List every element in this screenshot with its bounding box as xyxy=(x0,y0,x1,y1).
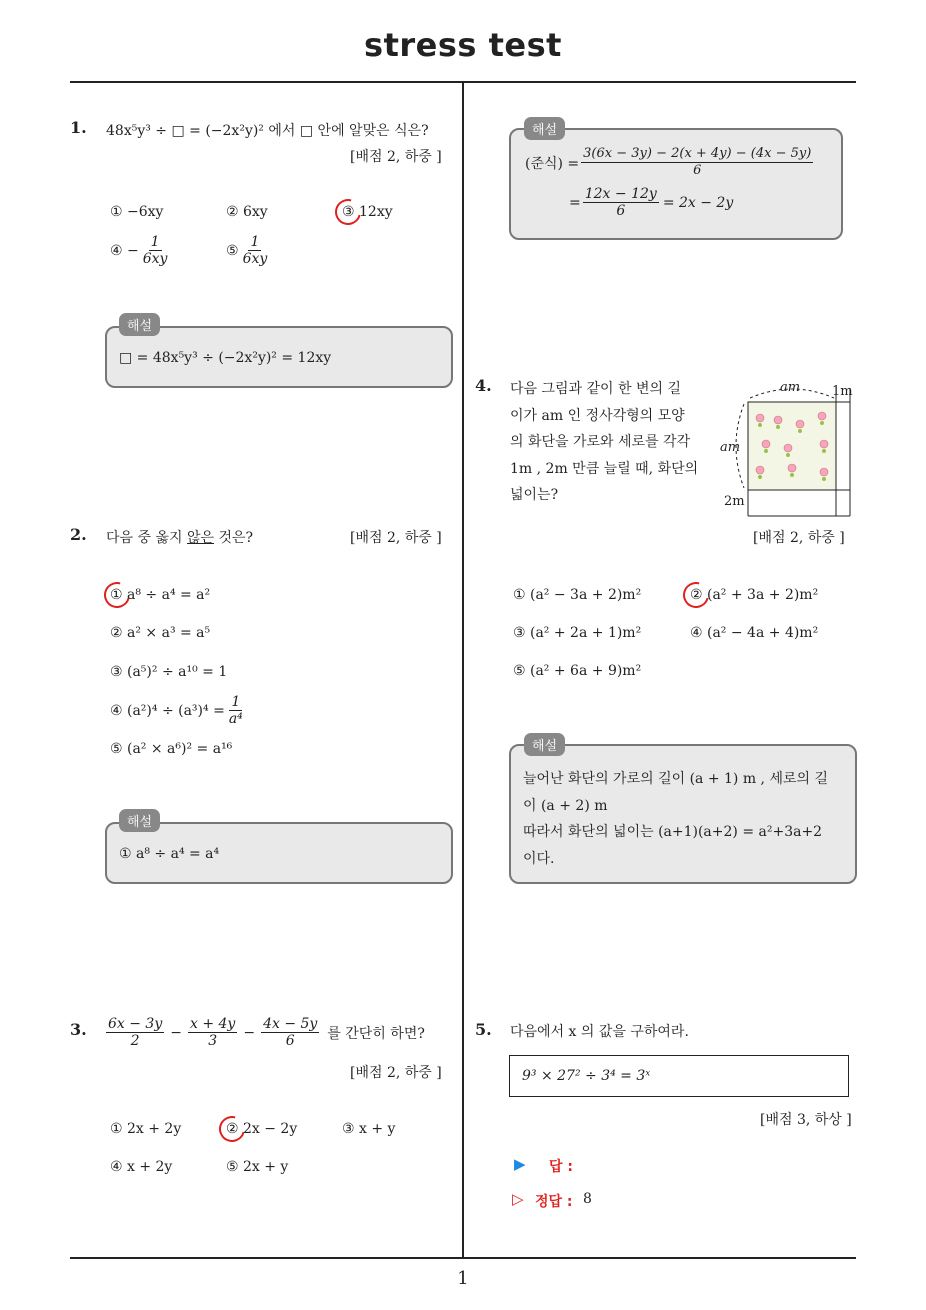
q2-option-4-fraction xyxy=(227,694,245,727)
q2-option-5[interactable]: ⑤ (a² × a⁶)² = a¹⁶ xyxy=(110,741,233,757)
q1-option-5-den: 6xy xyxy=(242,251,268,267)
q4-explanation-line-4: 이다. xyxy=(523,850,555,867)
q4-question-line-1: 다음 그림과 같이 한 변의 길 xyxy=(510,381,682,397)
q3-frac-3-num: 4x − 5y xyxy=(263,1016,318,1032)
q1-explanation-tag: 해설 xyxy=(119,313,160,336)
q4-question-line-4: 1m , 2m 만큼 늘릴 때, 화단의 xyxy=(510,460,699,477)
q3-option-3[interactable]: ③ x + y xyxy=(342,1121,396,1137)
q5-score: [배점 3, 하상 ] xyxy=(760,1112,852,1128)
q3-question xyxy=(104,1016,425,1049)
q1-option-4[interactable] xyxy=(110,234,171,267)
q3-question-post: 를 간단히 하면? xyxy=(327,1025,425,1042)
q2-option-2[interactable]: ② a² × a³ = a⁵ xyxy=(110,625,211,641)
q4-explanation-tag: 해설 xyxy=(524,733,565,756)
q4-option-3[interactable]: ③ (a² + 2a + 1)m² xyxy=(513,625,642,641)
q1-option-3[interactable]: ③ 12xy xyxy=(342,204,393,220)
q3-option-1[interactable]: ① 2x + 2y xyxy=(110,1121,182,1137)
q1-option-5[interactable] xyxy=(226,234,271,267)
q5-answer-marker-icon: ▶ xyxy=(514,1155,526,1173)
q4-explanation-line-3: 따라서 화단의 넓이는 (a+1)(a+2) = a²+3a+2 xyxy=(523,824,823,840)
q3-frac-1 xyxy=(106,1016,164,1049)
q3-frac-1-den: 2 xyxy=(130,1033,140,1049)
q3-explanation-frac-1-num: 3(6x − 3y) − 2(x + 4y) − (4x − 5y) xyxy=(583,146,812,161)
q4-answer-mark xyxy=(678,577,714,613)
q4-option-1[interactable]: ① (a² − 3a + 2)m² xyxy=(513,587,642,603)
q4-option-4[interactable]: ④ (a² − 4a + 4)m² xyxy=(690,625,819,641)
q3-option-5[interactable]: ⑤ 2x + y xyxy=(226,1159,289,1175)
q4-question-line-3: 의 화단을 가로와 세로를 각각 xyxy=(510,434,691,450)
q3-frac-3-den: 6 xyxy=(285,1033,295,1049)
q2-option-4[interactable] xyxy=(110,694,247,727)
q3-explanation-frac-2 xyxy=(583,186,659,219)
q3-frac-2-den: 3 xyxy=(208,1033,218,1049)
q4-figure-right-label: 1m xyxy=(832,384,853,399)
q2-option-1[interactable]: ① a⁸ ÷ a⁴ = a² xyxy=(110,587,211,603)
q3-explanation-line-1 xyxy=(525,146,815,179)
q2-score: [배점 2, 하중 ] xyxy=(350,530,442,546)
q5-question: 다음에서 x 의 값을 구하여라. xyxy=(510,1024,689,1040)
q1-answer-mark xyxy=(330,194,366,230)
q4-explanation-line-1: 늘어난 화단의 가로의 길이 (a + 1) m , 세로의 길 xyxy=(523,771,828,787)
q1-option-4-prefix: ④ − xyxy=(110,242,139,259)
q1-number: 1. xyxy=(70,118,87,137)
q1-score: [배점 2, 하중 ] xyxy=(350,149,442,165)
q5-correct-label: 정답 : xyxy=(535,1194,573,1210)
q3-explanation-result: = 2x − 2y xyxy=(662,194,734,211)
q3-explanation-label: (준식) = xyxy=(525,155,580,172)
q4-number: 4. xyxy=(475,376,492,395)
q4-figure-left-label: am xyxy=(720,440,741,455)
q3-explanation-line-2 xyxy=(569,186,733,219)
q4-option-2[interactable]: ② (a² + 3a + 2)m² xyxy=(690,587,819,603)
q2-number: 2. xyxy=(70,525,87,544)
q3-frac-1-num: 6x − 3y xyxy=(108,1016,163,1032)
q2-option-4-prefix: ④ (a²)⁴ ÷ (a³)⁴ = xyxy=(110,702,225,719)
q2-answer-mark xyxy=(99,577,135,613)
q1-option-5-num: 1 xyxy=(250,234,260,250)
q2-option-4-num: 1 xyxy=(231,694,241,710)
q1-option-4-num: 1 xyxy=(150,234,160,250)
q4-question-line-5: 넓이는? xyxy=(510,487,559,503)
q5-number: 5. xyxy=(475,1020,492,1039)
q2-explanation: ① a⁸ ÷ a⁴ = a⁴ xyxy=(119,846,220,862)
q5-equation-box xyxy=(509,1055,849,1097)
q3-answer-mark xyxy=(214,1111,250,1147)
q1-option-4-den: 6xy xyxy=(142,251,168,267)
q1-question: 48x⁵y³ ÷ □ = (−2x²y)² 에서 □ 안에 알맞은 식은? xyxy=(106,123,429,139)
q5-correct-value: 8 xyxy=(583,1191,592,1207)
q3-explanation-frac-1-den: 6 xyxy=(693,163,702,178)
q3-option-4[interactable]: ④ x + 2y xyxy=(110,1159,173,1175)
q1-option-4-fraction xyxy=(141,234,170,267)
q1-option-5-prefix: ⑤ xyxy=(226,242,239,259)
q4-figure-top-label: am xyxy=(780,380,801,395)
q1-option-2[interactable]: ② 6xy xyxy=(226,204,268,220)
q3-explanation-box xyxy=(509,128,843,240)
q4-explanation-line-2: 이 (a + 2) m xyxy=(523,797,608,814)
q3-minus-2: − xyxy=(243,1024,256,1041)
q3-explanation-frac-2-den: 6 xyxy=(616,203,626,219)
q4-explanation-box xyxy=(509,744,857,884)
q5-answer-input[interactable] xyxy=(590,1152,790,1174)
q3-frac-2 xyxy=(188,1016,237,1049)
q3-number: 3. xyxy=(70,1020,87,1039)
q3-explanation-tag: 해설 xyxy=(524,117,565,140)
column-divider xyxy=(462,83,464,1259)
q2-option-4-den: a⁴ xyxy=(228,711,243,727)
q2-question xyxy=(106,527,253,547)
q5-correct-marker-icon: ▷ xyxy=(512,1190,524,1208)
q3-score: [배점 2, 하중 ] xyxy=(350,1065,442,1081)
footer-divider xyxy=(70,1257,856,1259)
page-title: stress test xyxy=(364,26,562,64)
q4-figure-bottom-label: 2m xyxy=(724,494,745,509)
q1-explanation-box xyxy=(105,326,453,388)
q2-question-pre: 다음 중 옳지 xyxy=(106,530,187,546)
q3-explanation-frac-1 xyxy=(581,146,813,179)
q3-frac-3 xyxy=(261,1016,319,1049)
q1-option-5-fraction xyxy=(241,234,270,267)
q2-option-3[interactable]: ③ (a⁵)² ÷ a¹⁰ = 1 xyxy=(110,664,228,680)
q2-explanation-tag: 해설 xyxy=(119,809,160,832)
q3-explanation-eq: = xyxy=(569,194,581,211)
q1-option-1[interactable]: ① −6xy xyxy=(110,204,164,220)
q4-explanation xyxy=(523,766,828,872)
q4-option-5[interactable]: ⑤ (a² + 6a + 9)m² xyxy=(513,663,642,679)
page-number: 1 xyxy=(457,1268,469,1289)
q3-frac-2-num: x + 4y xyxy=(189,1016,236,1032)
q4-question-line-2: 이가 am 인 정사각형의 모양 xyxy=(510,407,685,424)
q2-question-underline: 않은 xyxy=(186,530,215,546)
q3-minus-1: − xyxy=(170,1024,182,1041)
q1-explanation: □ = 48x⁵y³ ÷ (−2x²y)² = 12xy xyxy=(119,350,332,366)
q2-explanation-box xyxy=(105,822,453,884)
q3-option-2[interactable]: ② 2x − 2y xyxy=(226,1121,298,1137)
q4-question xyxy=(510,376,698,509)
q5-answer-label: 답 : xyxy=(549,1159,573,1175)
q5-equation: 9³ × 27² ÷ 3⁴ = 3ˣ xyxy=(522,1068,651,1084)
q3-explanation-frac-2-num: 12x − 12y xyxy=(584,186,657,202)
q2-question-post: 것은? xyxy=(214,530,254,546)
q4-score: [배점 2, 하중 ] xyxy=(753,530,845,546)
